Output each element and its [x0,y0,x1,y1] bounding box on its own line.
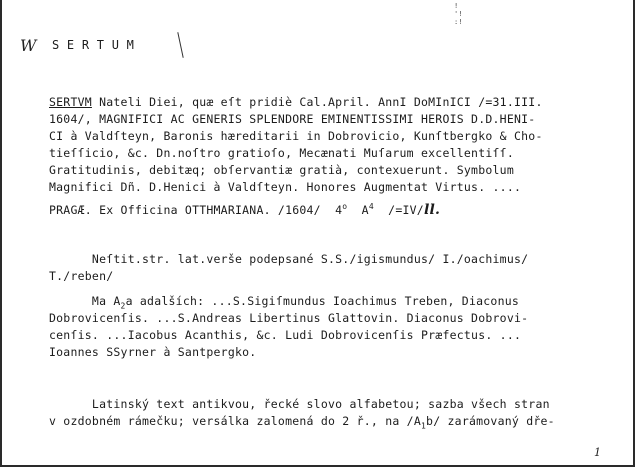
handwritten-mark: ll. [423,201,441,218]
note3-subscript: 1 [421,421,427,431]
pencil-stroke-mark [177,32,183,58]
note2-line-4: Ioannes SSyrner à Santpergko. [49,345,257,359]
card-heading: S E R T U M [52,38,135,52]
imprint-text: PRAGÆ. Ex Officina OTTHMARIANA. /1604/ 4 [49,202,343,217]
entry-title-word: SERTVM [49,95,92,109]
note3-line-1: Latinský text antikvou, řecké slovo alfabetou; sazba všech stran [49,397,550,411]
note2-subscript: 2 [120,301,126,311]
entry-line-5: Gratitudinis, debitæq; obſervantiæ gratià, contexuerunt. Symbolum [49,163,514,177]
note2-line-3: cenſis. ...Iacobus Acanthis, &c. Ludi Dobrovicenſis Præfectus. ... [49,328,522,342]
entry-line-7 [49,200,440,217]
date-note: /=IV/ [373,202,424,217]
format-degree: o [342,202,348,211]
note1-line-1: Neſtit.str. lat.verše podepsané S.S./igismundus/ I./oachimus/ [49,252,529,266]
entry-line-1-rest: Nateli Diei, quæ eſt pridiè Cal.April. AnnI DoMInICI /=31.III. [91,95,543,109]
note2-line-2: Dobrovicenſis. ...S.Andreas Libertinus Glattovin. Diaconus Dobrovi- [49,311,529,325]
note1-line-2: T./reben/ [49,269,114,283]
note2-line-1-pre: Ma A [49,294,121,308]
entry-line-3: CI à Valdſteyn, Baronis hæreditarii in Dobrovicio, Kunſtbergko & Cho- [49,129,543,143]
library-stamp: ! '! :! [454,2,463,26]
note3-line-2-pre: v ozdobném rámečku; versálka zalomená do 2 ř., na /A [49,414,421,428]
handwritten-signature-mark: W [20,36,37,55]
corner-mark: 1 [594,446,601,459]
signature-superscript: 4 [368,202,374,211]
entry-line-6: Magnifici Dñ. D.Henici à Valdſteyn. Honores Augmentat Virtus. .... [49,180,522,194]
signature-letter: A [347,202,369,217]
entry-line-4: tieſſicio, &c. Dn.noſtro gratioſo, Mecænati Muſarum excellentiſſ. [49,146,514,160]
note3-line-2-rest: b/ zarámovaný dře- [426,414,555,428]
entry-line-2: 1604/, MAGNIFICI AC GENERIS SPLENDORE EMINENTISSIMI HEROIS D.D.HENI- [49,112,536,126]
entry-line-1 [49,95,543,109]
note3-line-2 [49,414,555,433]
note2-line-1-rest: a adalších: ...S.Sigiſmundus Ioachimus Treben, Diaconus [125,294,520,308]
